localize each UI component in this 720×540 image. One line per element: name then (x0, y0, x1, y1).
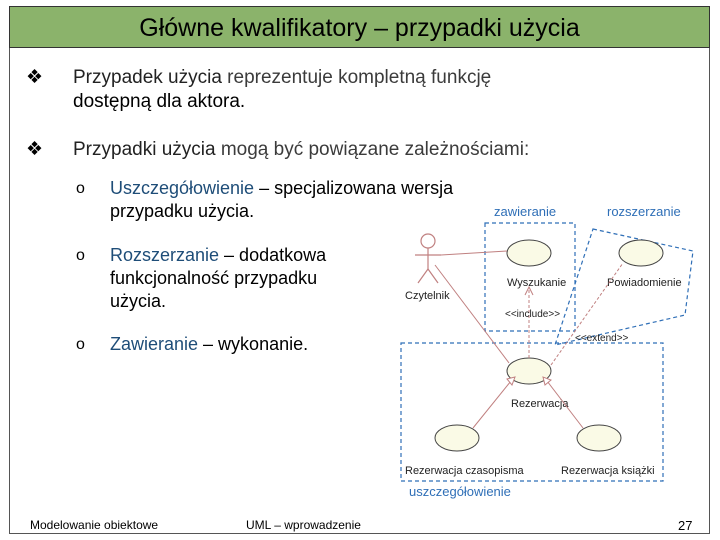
subbullet-3-term: Zawieranie (110, 334, 199, 354)
diamond-bullet-icon: ❖ (26, 139, 44, 160)
bullet-1-keyword: Przypadek użycia (73, 67, 222, 88)
subbullet-2-term: Rozszerzanie (110, 245, 220, 265)
usecase-wyszukanie (507, 240, 551, 266)
circle-bullet-icon: o (76, 180, 85, 197)
bullet-2 (26, 138, 530, 162)
subbullet-2-text-line3: użycia. (110, 291, 167, 311)
subbullet-1-term: Uszczegółowienie (110, 178, 255, 198)
usecase-rezerwacja-label: Rezerwacja (511, 398, 569, 410)
subbullet-zawieranie (76, 333, 309, 356)
label-rozszerzanie: rozszerzanie (607, 204, 681, 219)
usecase-powiadomienie (619, 240, 663, 266)
bullet-2-text: mogą być powiązane zależnościami: (215, 139, 530, 160)
include-label: <<include>> (505, 309, 561, 320)
subbullet-1-text: – specjalizowana wersja (254, 178, 454, 198)
label-zawieranie: zawieranie (494, 204, 557, 219)
usecase-rez-czasopisma-label: Rezerwacja czasopisma (405, 465, 524, 477)
circle-bullet-icon: o (76, 336, 85, 353)
circle-bullet-icon: o (76, 247, 85, 264)
actor-label: Czytelnik (405, 290, 450, 302)
footer-topic: UML – wprowadzenie (246, 518, 361, 532)
footer-course: Modelowanie obiektowe (30, 518, 159, 532)
subbullet-1-text-line2: przypadku użycia. (110, 201, 255, 221)
slide-title: Główne kwalifikatory – przypadki użycia (9, 6, 710, 48)
usecase-rezerwacja-czasopisma (435, 425, 479, 451)
extend-label: <<extend>> (575, 333, 629, 344)
usecase-powiadomienie-label: Powiadomienie (607, 277, 682, 289)
use-case-diagram (395, 195, 705, 505)
label-uszczegolowienie: uszczegółowienie (409, 484, 511, 499)
bullet-1-text-line2: dostępną dla aktora. (73, 91, 246, 112)
bullet-2-keyword: Przypadki użycia (73, 139, 216, 160)
subbullet-2-text-line2: funkcjonalność przypadku (110, 268, 318, 288)
subbullet-rozszerzanie (76, 244, 327, 313)
footer-page-number: 27 (678, 518, 693, 533)
usecase-rezerwacja-ksiazki (577, 425, 621, 451)
subbullet-3-text: – wykonanie. (198, 334, 309, 354)
actor-czytelnik (415, 234, 441, 283)
subbullet-2-text: – dodatkowa (219, 245, 327, 265)
diamond-bullet-icon: ❖ (26, 67, 44, 88)
bullet-1 (26, 66, 492, 114)
usecase-wyszukanie-label: Wyszukanie (507, 277, 567, 289)
bullet-1-text: reprezentuje kompletną funkcję (221, 67, 492, 88)
usecase-rez-ksiazki-label: Rezerwacja książki (561, 465, 655, 477)
